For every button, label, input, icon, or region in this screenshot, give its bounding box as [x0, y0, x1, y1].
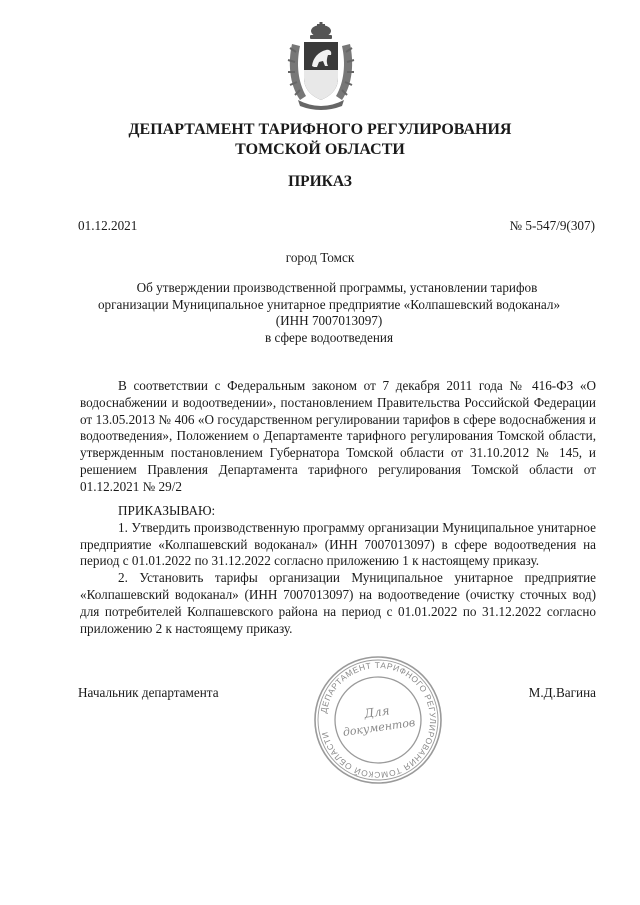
document-type-title: ПРИКАЗ: [288, 173, 352, 190]
department-title-line1: ДЕПАРТАМЕНТ ТАРИФНОГО РЕГУЛИРОВАНИЯ: [128, 121, 512, 138]
order-subject: [92, 280, 566, 346]
decree-item: 1. Утвердить производственную программу организации Муниципальное унитарное предприятие «Колпашевский водоканал» (ИНН 7007013097) в сфере водоотведения на период с 01.01.2022 по 31.12.2022 согласно приложению 1 к настоящему приказу.: [80, 519, 596, 569]
stamp-center-line1: Для: [363, 703, 391, 721]
department-title-line2: ТОМСКОЙ ОБЛАСТИ: [235, 141, 405, 158]
subject-line: (ИНН 7007013097): [275, 313, 383, 328]
order-number: № 5-547/9(307): [509, 218, 595, 233]
preamble-text: В соответствии с Федеральным законом от 7 декабря 2011 года № 416-ФЗ «О водоснабжении и водоотведении», постановлением Правительства Российской Федерации от 13.05.2013 № 406 «О государственном регулировании тарифов в сфере водоснабжения и водоотведения», Положением о Департаменте тарифного регулирования Томской области, утвержденным постановлением Губернатора Томской области от 31.10.2012 № 145, и решением Правления Департамента тарифного регулирования Томской области от 01.12.2021 № 29/2: [80, 378, 596, 494]
city-name: город Томск: [285, 250, 355, 265]
signatory-name: М.Д.Вагина: [528, 685, 596, 700]
stamp-center-line2: документов: [342, 715, 417, 739]
signatory-position: Начальник департамента: [78, 685, 219, 700]
coat-of-arms-icon: [286, 22, 356, 110]
decree-section: [80, 503, 596, 637]
preamble-paragraph: [80, 378, 596, 496]
stamp-ring-text: ДЕПАРТАМЕНТ ТАРИФНОГО РЕГУЛИРОВАНИЯ ТОМСКОЙ ОБЛАСТИ: [318, 659, 439, 781]
decree-label: ПРИКАЗЫВАЮ:: [118, 503, 216, 518]
official-stamp: [312, 654, 444, 786]
subject-line: в сфере водоотведения: [264, 329, 394, 345]
subject-line: организации Муниципальное унитарное предприятие «Колпашевский водоканал»: [97, 296, 561, 312]
decree-item: 2. Установить тарифы организации Муниципальное унитарное предприятие «Колпашевский водоканал» (ИНН 7007013097) на водоотведение (очистку сточных вод) для потребителей Колпашевского района на период с 01.01.2022 по 31.12.2022 согласно приложению 2 к настоящему приказу.: [80, 570, 596, 636]
subject-line: Об утверждении производственной программы, установлении тарифов: [136, 280, 538, 295]
order-date: 01.12.2021: [78, 218, 138, 233]
